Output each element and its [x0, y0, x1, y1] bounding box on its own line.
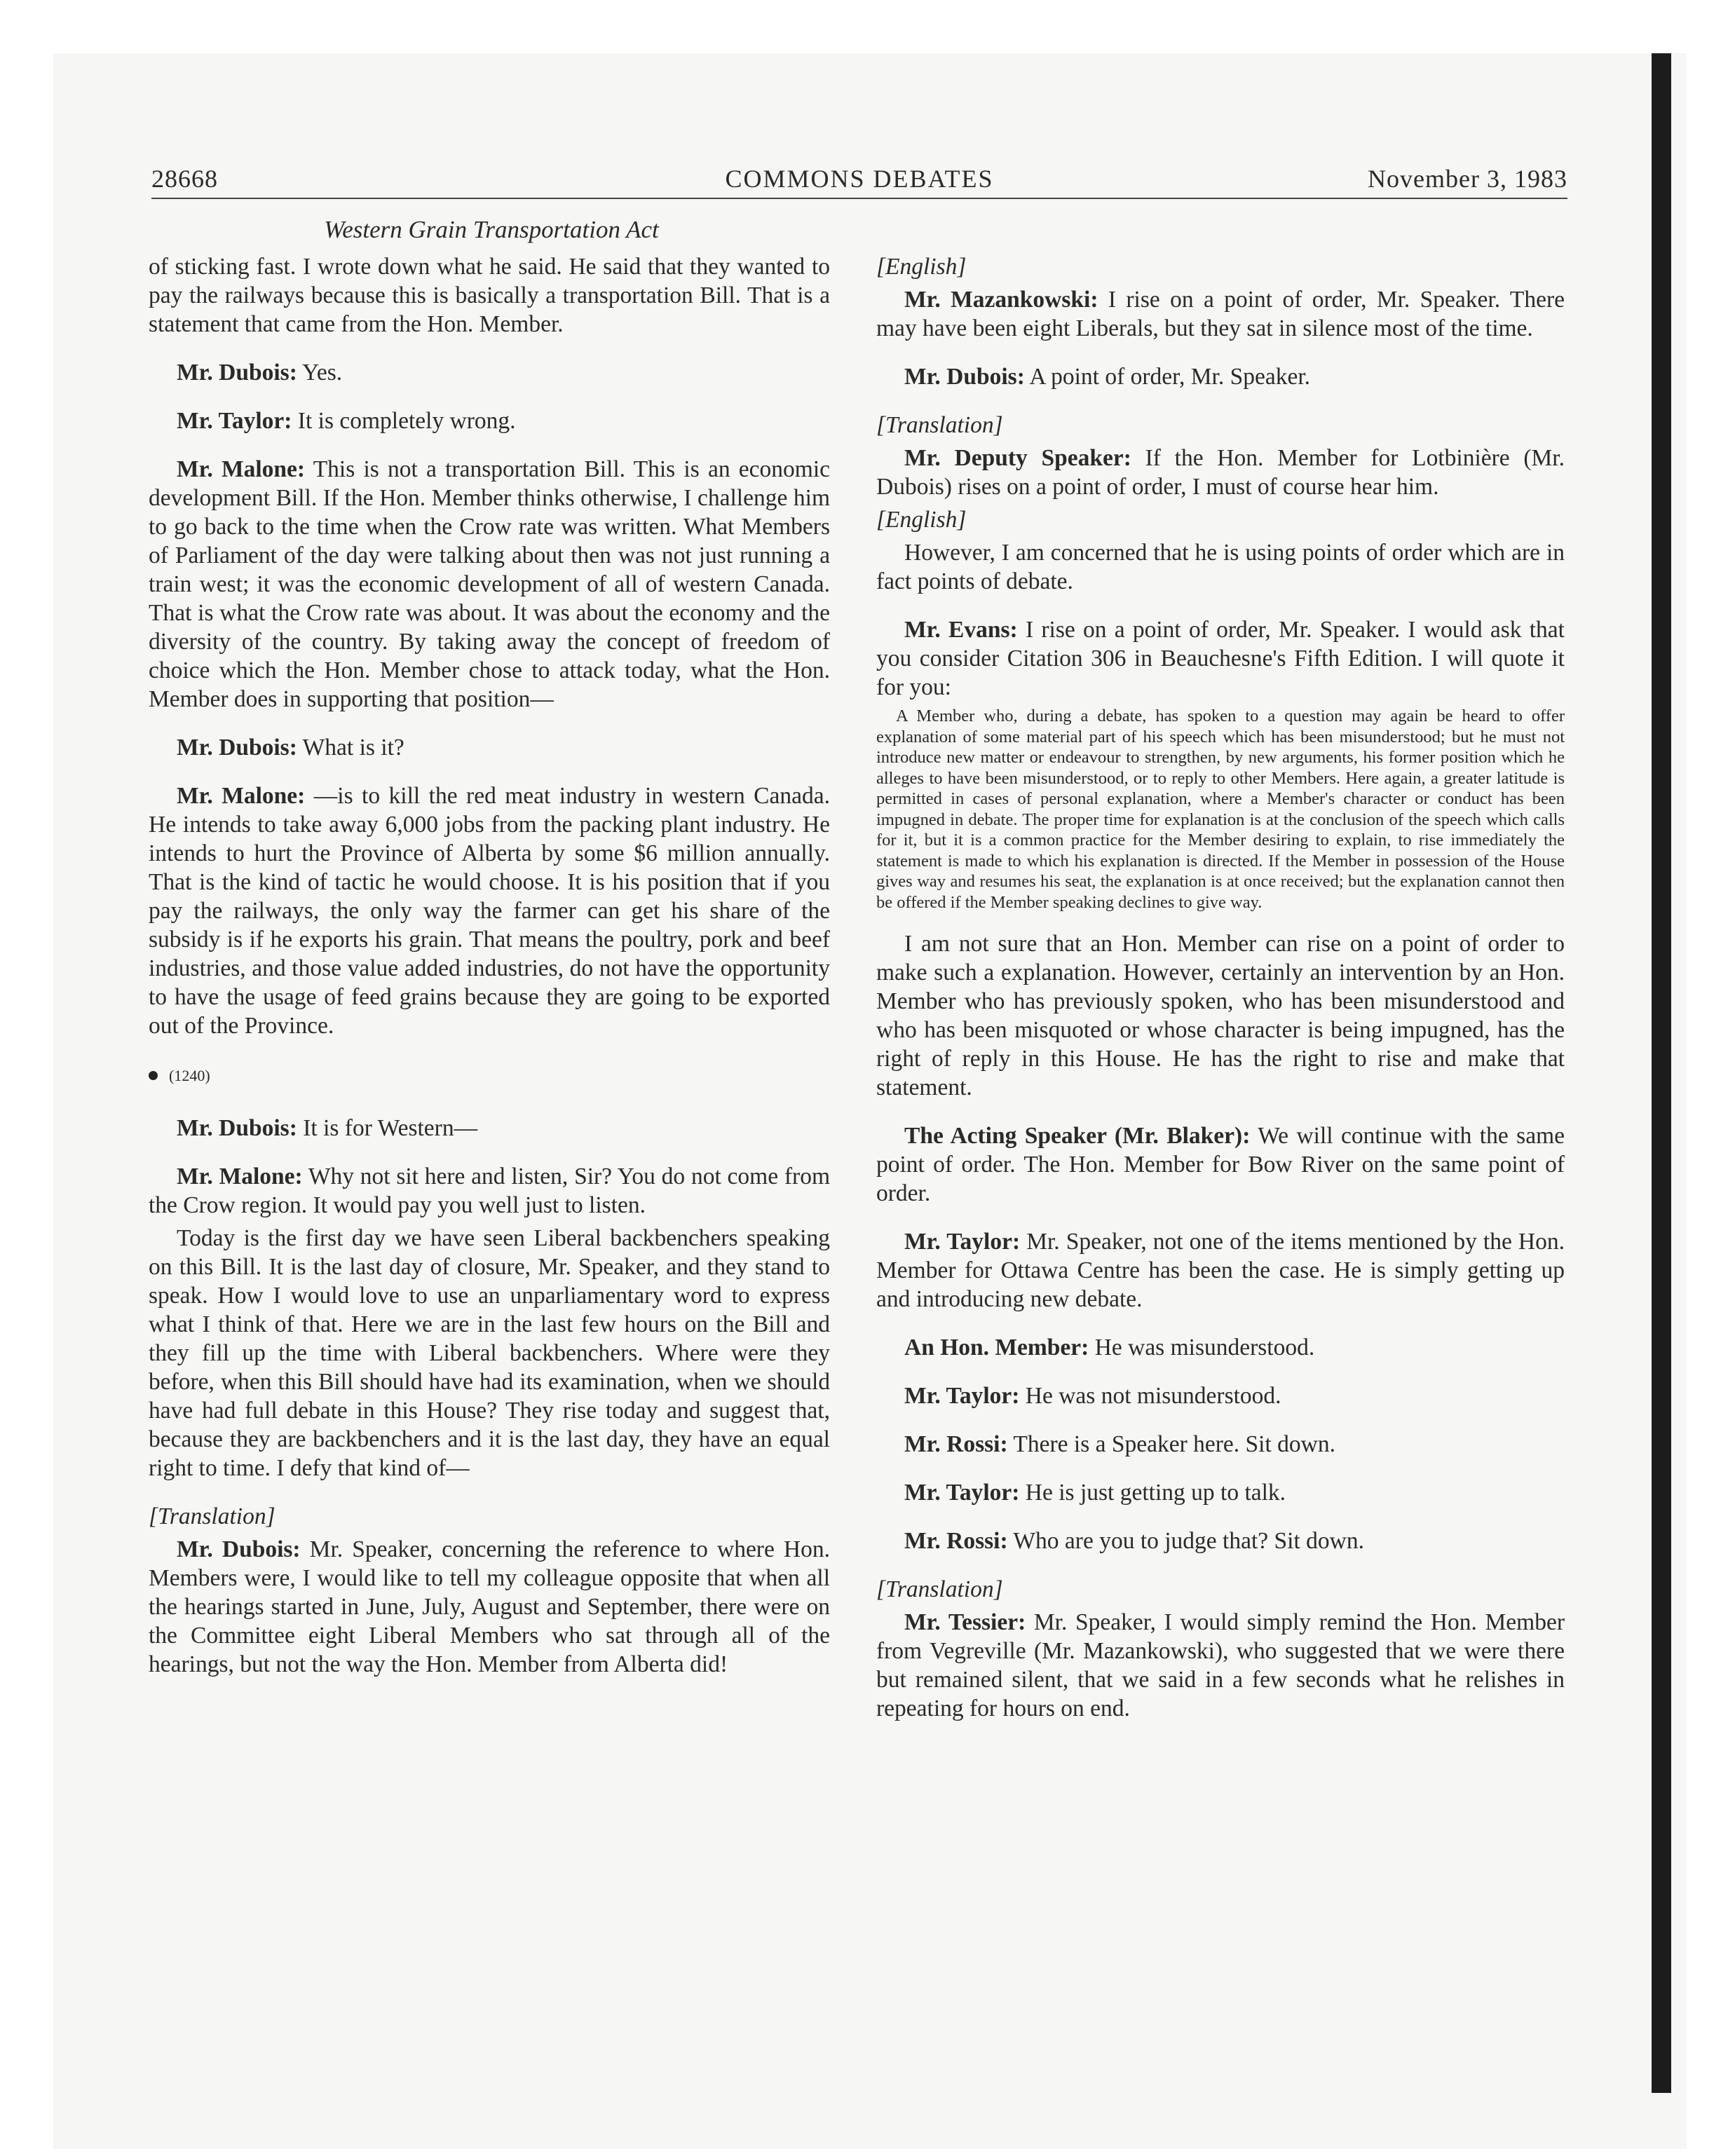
section-title: Western Grain Transportation Act: [324, 216, 659, 243]
speaker-name: Mr. Taylor:: [904, 1383, 1020, 1409]
language-marker: [Translation]: [876, 1576, 1003, 1602]
left-column: [149, 252, 830, 1698]
speaker-name: Mr. Dubois:: [177, 360, 297, 386]
speech-paragraph: [149, 455, 830, 714]
publication-title: COMMONS DEBATES: [725, 165, 994, 193]
speech-paragraph: [876, 1430, 1565, 1459]
speech-text: This is not a transportation Bill. This is an economic development Bill. If the Hon. Member thinks otherwise, I challenge him to go back to the time when the Crow rate was written. What Members of Parliament of the day were talking about then was not just running a train west; it was the economic development of all of western Canada. That is what the Crow rate was about. It was about the economy and the diversity of the country. By taking away the concept of freedom of choice which the Hon. Member chose to attack today, what the Hon. Member does in supporting that position—: [149, 456, 830, 712]
speaker-name: An Hon. Member:: [904, 1335, 1089, 1360]
speech-paragraph: [876, 1478, 1565, 1507]
language-marker: [Translation]: [876, 412, 1003, 438]
speech-text: We will continue with the same point of order. The Hon. Member for Bow River on the same point of order.: [876, 1123, 1565, 1206]
speech-text: Mr. Speaker, I would simply remind the Hon. Member from Vegreville (Mr. Mazankowski), who suggested that we were there but remained silent, that we said in a few seconds what he relishes in repeating for hours on end.: [876, 1609, 1565, 1721]
time-marker: [149, 1061, 830, 1090]
speech-text: Why not sit here and listen, Sir? You do not come from the Crow region. It would pay you well just to listen.: [149, 1164, 830, 1218]
speech-text: He is just getting up to talk.: [1019, 1480, 1286, 1506]
speaker-name: Mr. Dubois:: [177, 1536, 301, 1562]
speech-text: He was misunderstood.: [1089, 1335, 1315, 1360]
speech-paragraph: [876, 444, 1565, 501]
speech-text: —is to kill the red meat industry in western Canada. He intends to take away 6,000 jobs from the packing plant industry. He intends to hurt the Province of Alberta by some $6 million annually. That is the kind of tactic he would choose. It is his position that if you pay the railways, the only way the farmer can get his share of the subsidy is if he exports his grain. That means the poultry, pork and beef industries, and those value added industries, do not have the opportunity to have the usage of feed grains because they are going to be exported out of the Province.: [149, 783, 831, 1039]
page-header: [151, 163, 1567, 199]
speaker-name: Mr. Malone:: [177, 783, 306, 809]
speaker-name: Mr. Rossi:: [904, 1431, 1008, 1457]
speech-paragraph: [876, 1381, 1565, 1410]
right-column: [876, 252, 1565, 1742]
speaker-name: Mr. Mazankowski:: [904, 287, 1098, 313]
speech-text: It is for Western—: [297, 1115, 478, 1141]
speech-paragraph: [876, 1227, 1565, 1314]
speech-paragraph: [876, 1608, 1565, 1723]
speech-text: Mr. Speaker, not one of the items mentioned by the Hon. Member for Ottawa Centre has been the case. He is simply getting up and introducing new debate.: [876, 1229, 1565, 1312]
language-marker: [Translation]: [149, 1503, 275, 1529]
speaker-name: Mr. Taylor:: [177, 408, 292, 434]
paragraph: Today is the first day we have seen Liberal backbenchers speaking on this Bill. It is the last day of closure, Mr. Speaker, and they stand to speak. How I would love to use an unparliamentary word to express what I think of that. Here we are in the last few hours on the Bill and they fill up the time with Liberal backbenchers. Where were they before, when this Bill should have had its examination, when we should have had full debate in this House? They rise today and suggest that, because they are backbenchers and it is the last day, they have an equal right to time. I defy that kind of—: [149, 1225, 830, 1481]
speech-paragraph: [876, 1527, 1565, 1555]
paragraph: of sticking fast. I wrote down what he said. He said that they wanted to pay the railways because this is basically a transportation Bill. That is a statement that came from the Hon. Member.: [149, 254, 830, 337]
speech-paragraph: [149, 1162, 830, 1220]
speaker-name: The Acting Speaker (Mr. Blaker):: [904, 1123, 1251, 1149]
speech-paragraph: [876, 1121, 1565, 1208]
page-number: 28668: [151, 165, 218, 193]
speaker-name: Mr. Dubois:: [904, 364, 1025, 390]
speech-paragraph: [149, 1535, 830, 1679]
speech-text: A point of order, Mr. Speaker.: [1024, 364, 1310, 390]
scan-edge-bar: [1652, 53, 1671, 2093]
speech-text: Yes.: [297, 360, 343, 386]
speech-text: He was not misunderstood.: [1019, 1383, 1281, 1409]
speech-text: What is it?: [297, 735, 404, 760]
speech-paragraph: [876, 615, 1565, 702]
speech-paragraph: [149, 782, 830, 1040]
speech-paragraph: [149, 407, 830, 435]
speaker-name: Mr. Dubois:: [177, 1115, 297, 1141]
speech-text: Who are you to judge that? Sit down.: [1007, 1528, 1364, 1554]
speaker-name: Mr. Malone:: [177, 456, 306, 482]
speaker-name: Mr. Rossi:: [904, 1528, 1008, 1554]
language-marker: [English]: [876, 507, 967, 533]
speech-text: There is a Speaker here. Sit down.: [1007, 1431, 1335, 1457]
speech-paragraph: [876, 1333, 1565, 1362]
speaker-name: Mr. Taylor:: [904, 1480, 1020, 1506]
speech-text: If the Hon. Member for Lotbinière (Mr. Dubois) rises on a point of order, I must of course hear him.: [876, 445, 1565, 500]
speech-paragraph: [149, 358, 830, 387]
speaker-name: Mr. Deputy Speaker:: [904, 445, 1131, 471]
speaker-name: Mr. Malone:: [177, 1164, 303, 1189]
speech-paragraph: [149, 1114, 830, 1142]
time-marker-text: (1240): [169, 1067, 210, 1084]
speech-text: It is completely wrong.: [292, 408, 516, 434]
speech-paragraph: [876, 362, 1565, 391]
speaker-name: Mr. Evans:: [904, 617, 1018, 643]
speech-paragraph: [876, 285, 1565, 343]
speaker-name: Mr. Dubois:: [177, 735, 297, 760]
speech-text: I rise on a point of order, Mr. Speaker. There may have been eight Liberals, but they sat in silence most of the time.: [876, 287, 1565, 341]
speech-paragraph: [149, 733, 830, 762]
language-marker: [English]: [876, 254, 967, 280]
paragraph: I am not sure that an Hon. Member can rise on a point of order to make such a explanation. However, certainly an intervention by an Hon. Member who has previously spoken, who has been misunderstood and who has been misquoted or whose character is being impugned, has the right of reply in this House. He has the right to rise and make that statement.: [876, 931, 1565, 1100]
speech-text: Mr. Speaker, concerning the reference to where Hon. Members were, I would like to tell my colleague opposite that when all the hearings started in June, July, August and September, there were on the Committee eight Liberal Members who sat through all of the hearings, but not the way the Hon. Member from Alberta did!: [149, 1536, 830, 1677]
block-quote: A Member who, during a debate, has spoken to a question may again be heard to offer explanation of some material part of his speech which has been misunderstood; but he must not introduce new matter or endeavour to strengthen, by new arguments, his former position which he alleges to have been misunderstood, or to reply to other Members. Here again, a greater latitude is permitted in cases of personal explanation, where a Member's character or conduct has been impugned in debate. The proper time for explanation is at the conclusion of the speech which calls for it, but it is a common practice for the Member desiring to explain, to rise immediately the statement is made to which his explanation is directed. If the Member in possession of the House gives way and resumes his seat, the explanation is at once received; but the explanation cannot then be offered if the Member speaking declines to give way.: [876, 707, 1565, 912]
speech-text: I rise on a point of order, Mr. Speaker. I would ask that you consider Citation 306 in Beauchesne's Fifth Edition. I will quote it for you:: [876, 617, 1565, 700]
speaker-name: Mr. Tessier:: [904, 1609, 1026, 1635]
paragraph: However, I am concerned that he is using points of order which are in fact points of debate.: [876, 540, 1565, 594]
speaker-name: Mr. Taylor:: [904, 1229, 1021, 1255]
bullet-icon: [149, 1071, 158, 1080]
publication-date: November 3, 1983: [1368, 165, 1567, 193]
